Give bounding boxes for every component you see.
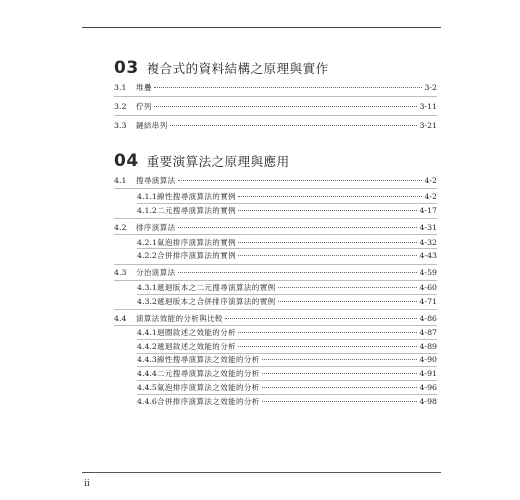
divider [114,325,437,326]
toc-subentry[interactable] [137,355,437,365]
toc-entry[interactable] [114,223,437,233]
dot-leader [238,346,417,347]
page-ref: 4-91 [419,369,437,378]
divider [137,294,437,295]
page-number: ii [84,479,90,489]
section-title: 鏈結串列 [136,121,168,130]
subsection-title: 氣泡排序演算法的實例 [157,238,236,247]
section-title: 佇列 [136,102,152,111]
toc-entry[interactable] [114,83,437,93]
subsection-title: 線性搜尋演算法之效能的分析 [157,355,260,364]
chapter-number: 04 [114,151,139,171]
dot-leader [238,255,417,256]
subsection-number: 4.4.4 [137,369,157,378]
subsection-title: 合併排序演算法之效能的分析 [157,397,260,406]
top-rule [82,27,441,28]
subsection-number: 4.4.3 [137,355,157,364]
subsection-title: 二元搜尋演算法的實例 [157,206,236,215]
chapter-number: 03 [114,58,139,78]
page-ref: 4-59 [419,268,437,277]
subsection-number: 4.4.5 [137,383,157,392]
toc-subentry[interactable] [137,206,437,216]
subsection-number: 4.3.2 [137,297,157,306]
section-number: 3.1 [114,83,127,92]
subsection-number: 4.4.6 [137,397,157,406]
subsection-number: 4.3.1 [137,283,157,292]
dot-leader [178,272,418,273]
toc-entry[interactable] [114,314,437,324]
dot-leader [178,227,418,228]
section-title: 搜尋演算法 [136,176,176,185]
dot-leader [262,373,418,374]
toc-subentry[interactable] [137,369,437,379]
page-ref: 4-2 [424,176,437,185]
page-ref: 4-71 [419,297,437,306]
page-ref: 4-17 [419,206,437,215]
page-ref: 4-31 [419,223,437,232]
subsection-title: 遞迴版本之合併排序演算法的實例 [157,297,276,306]
page-ref: 3-11 [419,102,437,111]
page-ref: 3-21 [419,121,437,130]
chapter-heading-03 [114,58,329,78]
subsection-number: 4.1.1 [137,192,157,201]
toc-subentry[interactable] [137,342,437,352]
section-number: 4.2 [114,223,127,232]
divider [137,339,437,340]
subsection-title: 迴圈敘述之效能的分析 [157,328,236,337]
toc-entry[interactable] [114,102,437,112]
dot-leader [238,242,417,243]
dot-leader [170,125,418,126]
subsection-title: 氣泡排序演算法之效能的分析 [157,383,260,392]
dot-leader [238,332,417,333]
divider [114,96,437,97]
chapter-heading-04 [114,151,290,171]
divider [137,394,437,395]
bottom-rule [82,472,441,473]
dot-leader [262,387,418,388]
chapter-title: 複合式的資料結構之原理與實作 [146,61,329,76]
toc-entry[interactable] [114,121,437,131]
subsection-title: 合併排序演算法的實例 [157,251,236,260]
toc-subentry[interactable] [137,383,437,393]
section-number: 4.3 [114,268,127,277]
page-ref: 3-2 [424,83,437,92]
page-ref: 4-32 [419,238,437,247]
subsection-title: 二元搜尋演算法之效能的分析 [157,369,260,378]
divider [137,203,437,204]
toc-entry[interactable] [114,176,437,186]
toc-subentry[interactable] [137,397,437,407]
divider [114,280,437,281]
section-number: 4.1 [114,176,127,185]
toc-subentry[interactable] [137,283,437,293]
divider [114,115,437,116]
chapter-title: 重要演算法之原理與應用 [146,154,290,169]
section-title: 堆疊 [136,83,152,92]
page-ref: 4-60 [419,283,437,292]
subsection-number: 4.4.2 [137,342,157,351]
toc-subentry[interactable] [137,251,437,261]
divider [137,248,437,249]
subsection-title: 線性搜尋演算法的實例 [157,192,236,201]
dot-leader [178,180,423,181]
page-ref: 4-98 [419,397,437,406]
dot-leader [154,87,423,88]
toc-subentry[interactable] [137,297,437,307]
section-number: 3.2 [114,102,127,111]
divider [114,264,437,265]
page-ref: 4-43 [419,251,437,260]
divider [114,309,437,310]
subsection-title: 遞迴敘述之效能的分析 [157,342,236,351]
section-number: 3.3 [114,121,127,130]
subsection-number: 4.4.1 [137,328,157,337]
divider [114,218,437,219]
subsection-title: 遞迴版本之二元搜尋演算法的實例 [157,283,276,292]
divider [137,353,437,354]
section-title: 排序演算法 [136,223,176,232]
toc-entry[interactable] [114,268,437,278]
subsection-number: 4.2.1 [137,238,157,247]
dot-leader [262,401,418,402]
dot-leader [262,359,418,360]
divider [114,188,437,189]
dot-leader [238,196,422,197]
section-number: 4.4 [114,314,127,323]
page-ref: 4-96 [419,383,437,392]
section-title: 分治演算法 [136,268,176,277]
section-title: 演算法效能的分析與比較 [136,314,223,323]
page-ref: 4-86 [419,314,437,323]
divider [137,380,437,381]
dot-leader [225,318,418,319]
divider [137,366,437,367]
divider [114,234,437,235]
page-ref: 4-87 [419,328,437,337]
subsection-number: 4.2.2 [137,251,157,260]
dot-leader [278,287,418,288]
toc-subentry[interactable] [137,328,437,338]
dot-leader [278,301,418,302]
page-ref: 4-2 [424,192,437,201]
dot-leader [154,106,418,107]
dot-leader [238,210,417,211]
page-ref: 4-89 [419,342,437,351]
toc-subentry[interactable] [137,238,437,248]
subsection-number: 4.1.2 [137,206,157,215]
page-ref: 4-90 [419,355,437,364]
toc-subentry[interactable] [137,192,437,202]
